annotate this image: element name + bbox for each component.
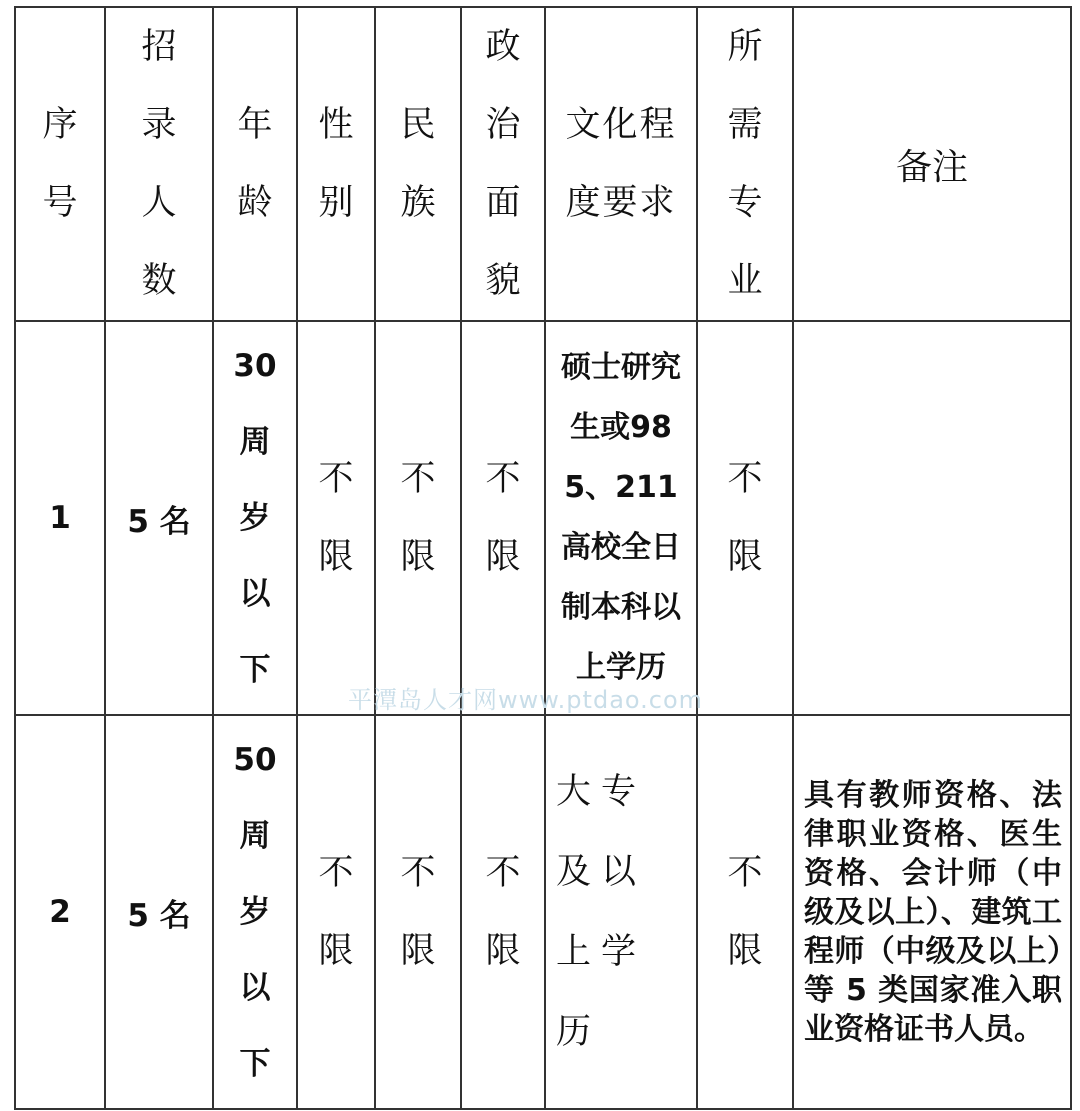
age-unit: 周岁以下 [239, 424, 271, 688]
age-number: 30 [233, 348, 277, 384]
cell-political: 不限 [461, 321, 545, 715]
cell-ethnicity: 不限 [375, 715, 461, 1109]
cell-gender: 不限 [297, 321, 375, 715]
watermark: 平潭岛人才网www.ptdao.com [348, 686, 704, 714]
cell-education: 硕士研究生或985、211高校全日制本科以上学历 [545, 321, 697, 715]
cell-political: 不限 [461, 715, 545, 1109]
cell-seq: 1 [15, 321, 105, 715]
header-remark: 备注 [793, 7, 1071, 321]
header-education: 文化程度要求 [545, 7, 697, 321]
header-ethnicity: 民族 [375, 7, 461, 321]
cell-remark [793, 321, 1071, 715]
cell-education: 大专及以上学历 [545, 715, 697, 1109]
cell-seq: 2 [15, 715, 105, 1109]
cell-major: 不限 [697, 715, 793, 1109]
header-row [15, 7, 1071, 321]
header-age: 年龄 [213, 7, 297, 321]
header-gender: 性别 [297, 7, 375, 321]
cell-age [213, 715, 297, 1109]
cell-age [213, 321, 297, 715]
header-seq: 序号 [15, 7, 105, 321]
header-political: 政治面貌 [461, 7, 545, 321]
cell-gender: 不限 [297, 715, 375, 1109]
cell-remark: 具有教师资格、法律职业资格、医生资格、会计师（中级及以上）、建筑工程师（中级及以上）等 5 类国家准入职业资格证书人员。 [793, 715, 1071, 1109]
header-major: 所需专业 [697, 7, 793, 321]
header-count: 招录人数 [105, 7, 213, 321]
table-row [15, 715, 1071, 1109]
cell-ethnicity: 不限 [375, 321, 461, 715]
age-unit: 周岁以下 [239, 818, 271, 1082]
table-row [15, 321, 1071, 715]
age-number: 50 [233, 742, 277, 778]
cell-count: 5 名 [105, 715, 213, 1109]
cell-major: 不限 [697, 321, 793, 715]
recruitment-table [14, 6, 1072, 1110]
cell-count: 5 名 [105, 321, 213, 715]
